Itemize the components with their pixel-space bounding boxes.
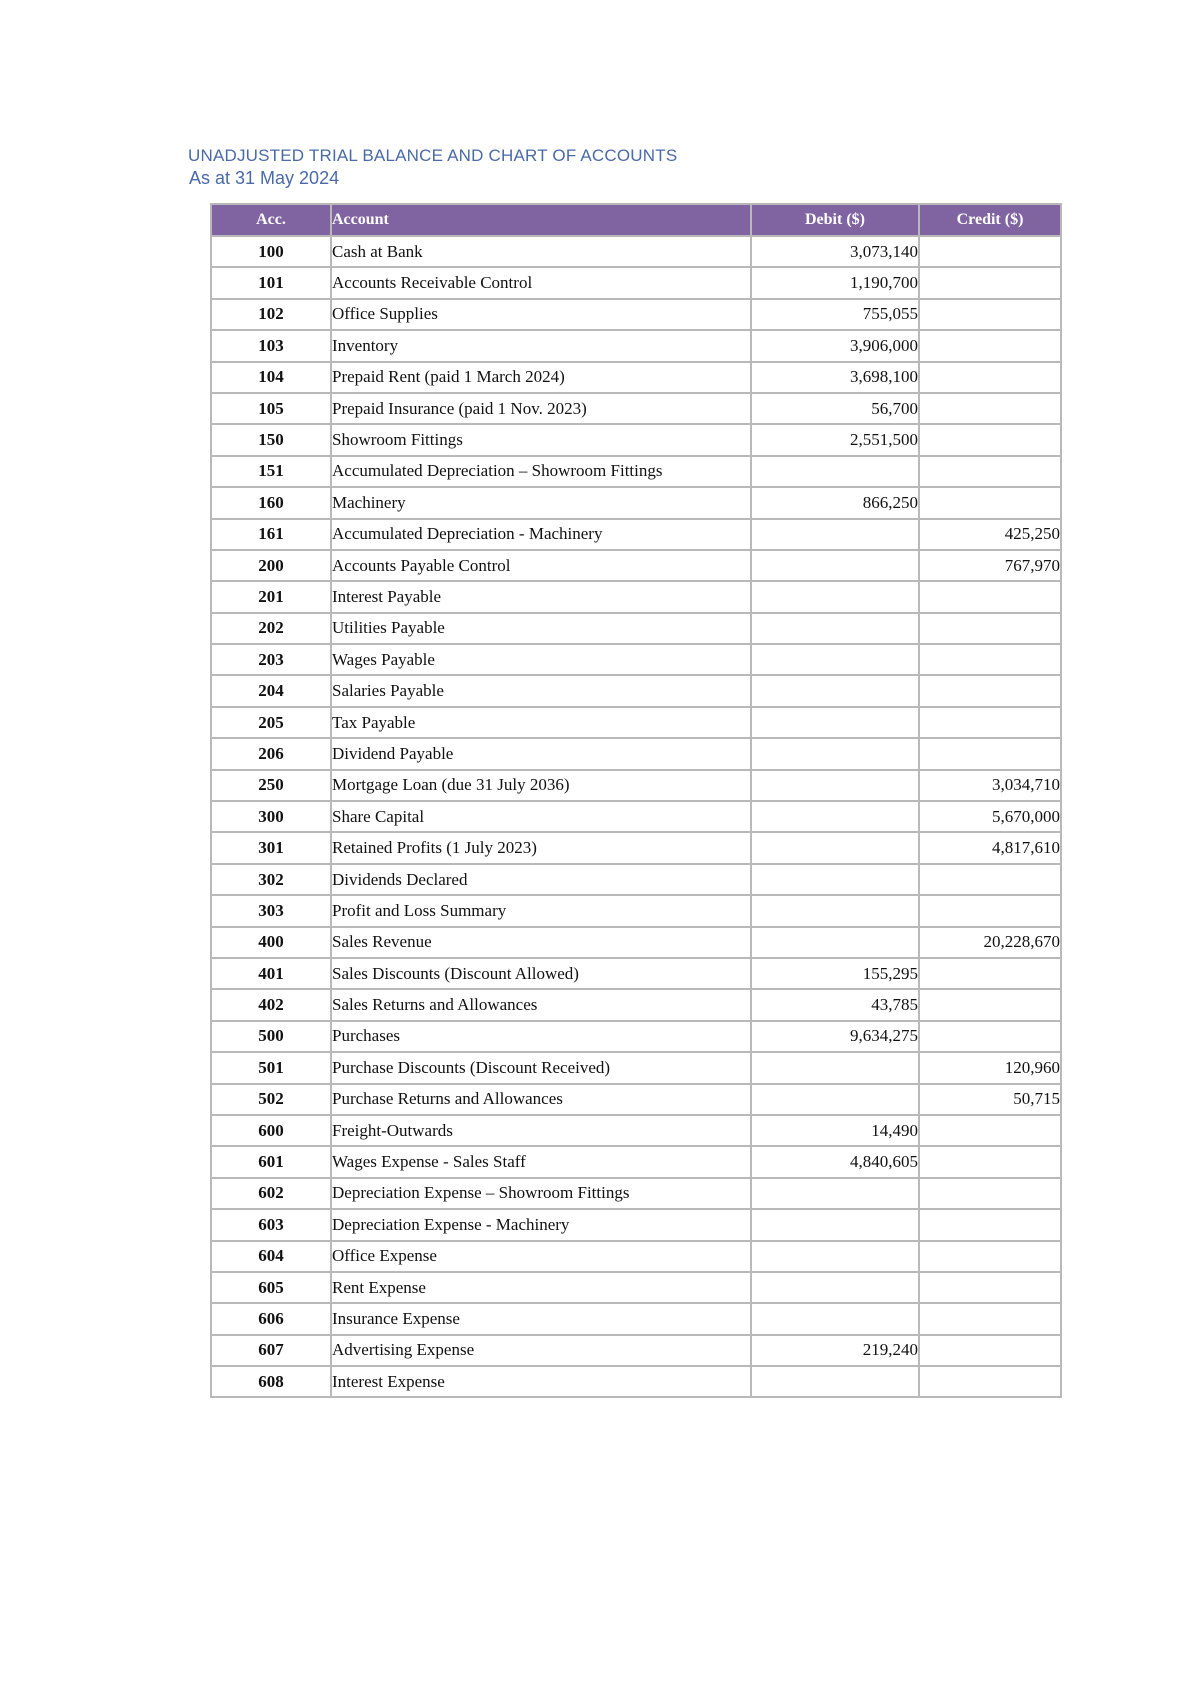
acc-cell: 203 xyxy=(211,644,331,675)
document-title: UNADJUSTED TRIAL BALANCE AND CHART OF ACCOUNTS xyxy=(188,146,678,165)
table-row xyxy=(211,299,1061,330)
debit-cell xyxy=(751,1178,919,1209)
account-name-cell: Rent Expense xyxy=(331,1272,751,1303)
credit-cell: 425,250 xyxy=(919,519,1061,550)
acc-cell: 400 xyxy=(211,927,331,958)
table-row xyxy=(211,707,1061,738)
debit-cell xyxy=(751,675,919,706)
table-row xyxy=(211,1021,1061,1052)
credit-cell xyxy=(919,1303,1061,1334)
account-name-cell: Sales Returns and Allowances xyxy=(331,989,751,1020)
document-subtitle: As at 31 May 2024 xyxy=(189,168,340,188)
credit-cell xyxy=(919,487,1061,518)
acc-cell: 103 xyxy=(211,330,331,361)
table-row xyxy=(211,519,1061,550)
credit-cell xyxy=(919,1335,1061,1366)
account-name-cell: Purchase Returns and Allowances xyxy=(331,1084,751,1115)
credit-cell: 4,817,610 xyxy=(919,832,1061,863)
debit-cell: 4,840,605 xyxy=(751,1146,919,1177)
acc-cell: 102 xyxy=(211,299,331,330)
credit-cell xyxy=(919,424,1061,455)
debit-cell: 43,785 xyxy=(751,989,919,1020)
debit-cell xyxy=(751,1084,919,1115)
acc-cell: 151 xyxy=(211,456,331,487)
credit-cell xyxy=(919,1272,1061,1303)
debit-cell xyxy=(751,832,919,863)
credit-cell xyxy=(919,864,1061,895)
account-name-cell: Interest Expense xyxy=(331,1366,751,1397)
credit-cell xyxy=(919,267,1061,298)
debit-cell xyxy=(751,581,919,612)
credit-cell xyxy=(919,738,1061,769)
table-row xyxy=(211,613,1061,644)
acc-cell: 402 xyxy=(211,989,331,1020)
table-row xyxy=(211,393,1061,424)
debit-cell: 1,190,700 xyxy=(751,267,919,298)
debit-cell: 56,700 xyxy=(751,393,919,424)
account-name-cell: Cash at Bank xyxy=(331,236,751,267)
table-row xyxy=(211,1146,1061,1177)
credit-cell xyxy=(919,362,1061,393)
debit-cell xyxy=(751,927,919,958)
credit-cell xyxy=(919,299,1061,330)
trial-balance-table xyxy=(210,203,1062,1398)
acc-cell: 606 xyxy=(211,1303,331,1334)
acc-cell: 604 xyxy=(211,1241,331,1272)
table-row xyxy=(211,1084,1061,1115)
table-row xyxy=(211,1178,1061,1209)
credit-cell xyxy=(919,581,1061,612)
credit-cell xyxy=(919,644,1061,675)
account-name-cell: Salaries Payable xyxy=(331,675,751,706)
debit-cell xyxy=(751,1052,919,1083)
acc-cell: 502 xyxy=(211,1084,331,1115)
acc-cell: 500 xyxy=(211,1021,331,1052)
debit-cell xyxy=(751,1303,919,1334)
credit-cell: 5,670,000 xyxy=(919,801,1061,832)
acc-cell: 601 xyxy=(211,1146,331,1177)
debit-cell xyxy=(751,550,919,581)
account-name-cell: Dividend Payable xyxy=(331,738,751,769)
acc-cell: 302 xyxy=(211,864,331,895)
table-row xyxy=(211,1115,1061,1146)
table-row xyxy=(211,487,1061,518)
account-name-cell: Profit and Loss Summary xyxy=(331,895,751,926)
account-name-cell: Retained Profits (1 July 2023) xyxy=(331,832,751,863)
account-name-cell: Share Capital xyxy=(331,801,751,832)
debit-cell xyxy=(751,864,919,895)
credit-cell xyxy=(919,236,1061,267)
credit-cell xyxy=(919,456,1061,487)
table-row xyxy=(211,864,1061,895)
debit-cell xyxy=(751,456,919,487)
account-name-cell: Showroom Fittings xyxy=(331,424,751,455)
credit-cell xyxy=(919,1021,1061,1052)
credit-cell xyxy=(919,1366,1061,1397)
table-row xyxy=(211,675,1061,706)
account-name-cell: Wages Payable xyxy=(331,644,751,675)
header-credit: Credit ($) xyxy=(919,204,1061,236)
credit-cell xyxy=(919,393,1061,424)
account-name-cell: Office Supplies xyxy=(331,299,751,330)
acc-cell: 603 xyxy=(211,1209,331,1240)
account-name-cell: Wages Expense - Sales Staff xyxy=(331,1146,751,1177)
account-name-cell: Tax Payable xyxy=(331,707,751,738)
acc-cell: 201 xyxy=(211,581,331,612)
debit-cell: 3,906,000 xyxy=(751,330,919,361)
credit-cell xyxy=(919,1115,1061,1146)
table-row xyxy=(211,1209,1061,1240)
table-row xyxy=(211,644,1061,675)
table-row xyxy=(211,456,1061,487)
acc-cell: 607 xyxy=(211,1335,331,1366)
table-row xyxy=(211,1303,1061,1334)
table-row xyxy=(211,1052,1061,1083)
credit-cell xyxy=(919,1178,1061,1209)
account-name-cell: Advertising Expense xyxy=(331,1335,751,1366)
credit-cell xyxy=(919,675,1061,706)
debit-cell xyxy=(751,1366,919,1397)
acc-cell: 300 xyxy=(211,801,331,832)
table-row xyxy=(211,1272,1061,1303)
debit-cell xyxy=(751,770,919,801)
debit-cell: 155,295 xyxy=(751,958,919,989)
header-acc: Acc. xyxy=(211,204,331,236)
credit-cell: 20,228,670 xyxy=(919,927,1061,958)
account-name-cell: Insurance Expense xyxy=(331,1303,751,1334)
account-name-cell: Machinery xyxy=(331,487,751,518)
debit-cell xyxy=(751,738,919,769)
acc-cell: 105 xyxy=(211,393,331,424)
acc-cell: 161 xyxy=(211,519,331,550)
acc-cell: 101 xyxy=(211,267,331,298)
table-row xyxy=(211,550,1061,581)
acc-cell: 602 xyxy=(211,1178,331,1209)
acc-cell: 150 xyxy=(211,424,331,455)
account-name-cell: Depreciation Expense - Machinery xyxy=(331,1209,751,1240)
account-name-cell: Accumulated Depreciation – Showroom Fittings xyxy=(331,456,751,487)
acc-cell: 605 xyxy=(211,1272,331,1303)
table-body xyxy=(211,236,1061,1397)
debit-cell xyxy=(751,895,919,926)
credit-cell: 3,034,710 xyxy=(919,770,1061,801)
debit-cell xyxy=(751,644,919,675)
acc-cell: 250 xyxy=(211,770,331,801)
header-debit: Debit ($) xyxy=(751,204,919,236)
debit-cell xyxy=(751,1241,919,1272)
debit-cell: 3,073,140 xyxy=(751,236,919,267)
debit-cell: 866,250 xyxy=(751,487,919,518)
table-row xyxy=(211,989,1061,1020)
table-row xyxy=(211,424,1061,455)
credit-cell xyxy=(919,1209,1061,1240)
credit-cell xyxy=(919,707,1061,738)
credit-cell: 120,960 xyxy=(919,1052,1061,1083)
acc-cell: 202 xyxy=(211,613,331,644)
credit-cell xyxy=(919,1146,1061,1177)
debit-cell: 3,698,100 xyxy=(751,362,919,393)
account-name-cell: Interest Payable xyxy=(331,581,751,612)
header-account: Account xyxy=(331,204,751,236)
debit-cell xyxy=(751,613,919,644)
debit-cell: 219,240 xyxy=(751,1335,919,1366)
debit-cell xyxy=(751,519,919,550)
debit-cell xyxy=(751,707,919,738)
credit-cell xyxy=(919,1241,1061,1272)
table-row xyxy=(211,362,1061,393)
account-name-cell: Sales Discounts (Discount Allowed) xyxy=(331,958,751,989)
table-row xyxy=(211,801,1061,832)
table-row xyxy=(211,895,1061,926)
table-row xyxy=(211,581,1061,612)
account-name-cell: Utilities Payable xyxy=(331,613,751,644)
acc-cell: 100 xyxy=(211,236,331,267)
acc-cell: 204 xyxy=(211,675,331,706)
table-row xyxy=(211,958,1061,989)
credit-cell xyxy=(919,613,1061,644)
table-row xyxy=(211,927,1061,958)
account-name-cell: Sales Revenue xyxy=(331,927,751,958)
acc-cell: 206 xyxy=(211,738,331,769)
table-row xyxy=(211,832,1061,863)
acc-cell: 301 xyxy=(211,832,331,863)
debit-cell xyxy=(751,1272,919,1303)
account-name-cell: Freight-Outwards xyxy=(331,1115,751,1146)
acc-cell: 501 xyxy=(211,1052,331,1083)
acc-cell: 600 xyxy=(211,1115,331,1146)
table-row xyxy=(211,267,1061,298)
table-row xyxy=(211,1366,1061,1397)
table-row xyxy=(211,236,1061,267)
credit-cell xyxy=(919,895,1061,926)
credit-cell xyxy=(919,989,1061,1020)
debit-cell: 755,055 xyxy=(751,299,919,330)
acc-cell: 401 xyxy=(211,958,331,989)
account-name-cell: Accounts Payable Control xyxy=(331,550,751,581)
account-name-cell: Prepaid Rent (paid 1 March 2024) xyxy=(331,362,751,393)
acc-cell: 205 xyxy=(211,707,331,738)
account-name-cell: Depreciation Expense – Showroom Fittings xyxy=(331,1178,751,1209)
debit-cell xyxy=(751,1209,919,1240)
credit-cell: 767,970 xyxy=(919,550,1061,581)
account-name-cell: Prepaid Insurance (paid 1 Nov. 2023) xyxy=(331,393,751,424)
account-name-cell: Purchase Discounts (Discount Received) xyxy=(331,1052,751,1083)
account-name-cell: Mortgage Loan (due 31 July 2036) xyxy=(331,770,751,801)
table-row xyxy=(211,1241,1061,1272)
credit-cell: 50,715 xyxy=(919,1084,1061,1115)
acc-cell: 200 xyxy=(211,550,331,581)
table-row xyxy=(211,330,1061,361)
table-row xyxy=(211,1335,1061,1366)
debit-cell: 9,634,275 xyxy=(751,1021,919,1052)
account-name-cell: Accumulated Depreciation - Machinery xyxy=(331,519,751,550)
account-name-cell: Purchases xyxy=(331,1021,751,1052)
acc-cell: 608 xyxy=(211,1366,331,1397)
acc-cell: 160 xyxy=(211,487,331,518)
account-name-cell: Accounts Receivable Control xyxy=(331,267,751,298)
table-row xyxy=(211,770,1061,801)
debit-cell: 2,551,500 xyxy=(751,424,919,455)
credit-cell xyxy=(919,958,1061,989)
table-header-row xyxy=(211,204,1061,236)
account-name-cell: Inventory xyxy=(331,330,751,361)
debit-cell: 14,490 xyxy=(751,1115,919,1146)
credit-cell xyxy=(919,330,1061,361)
account-name-cell: Dividends Declared xyxy=(331,864,751,895)
acc-cell: 303 xyxy=(211,895,331,926)
debit-cell xyxy=(751,801,919,832)
table-row xyxy=(211,738,1061,769)
account-name-cell: Office Expense xyxy=(331,1241,751,1272)
acc-cell: 104 xyxy=(211,362,331,393)
